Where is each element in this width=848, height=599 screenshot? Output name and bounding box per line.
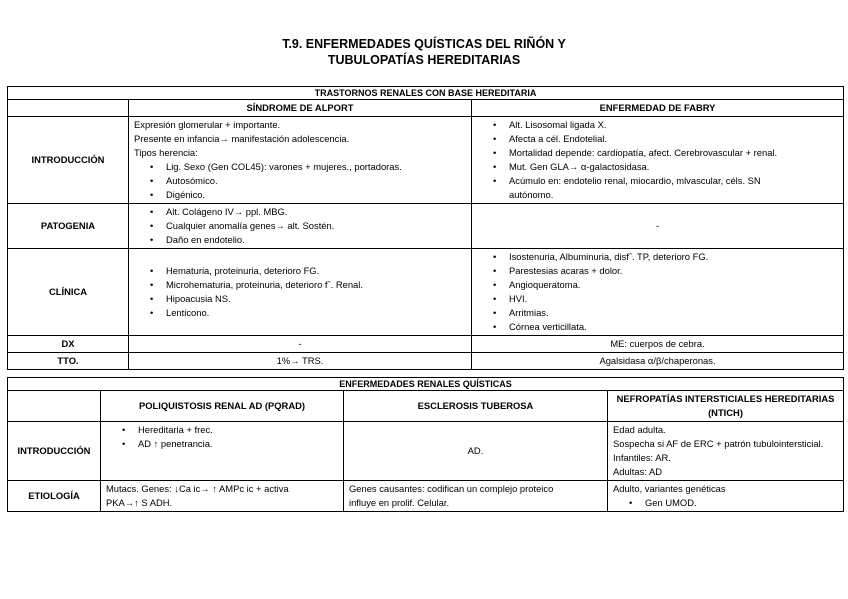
list-item: • Lig. Sexo (Gen COL45): varones + mujeres., portadoras. bbox=[146, 160, 466, 174]
fabry-tto: Agalsidasa α/β/chaperonas. bbox=[472, 353, 844, 370]
title-line-1: T.9. ENFERMEDADES QUÍSTICAS DEL RIÑÓN Y bbox=[282, 37, 566, 51]
text-line: PKA→↑ S ADH. bbox=[106, 497, 173, 508]
row-label-clinica: CLÍNICA bbox=[8, 249, 129, 336]
list-item: • Gen UMOD. bbox=[625, 496, 838, 510]
text-line: Adulto, variantes genéticas bbox=[613, 483, 726, 494]
text-line: Adultas: AD bbox=[613, 466, 662, 477]
alport-clinica bbox=[129, 249, 472, 336]
table2-header-pqrad: POLIQUISTOSIS RENAL AD (PQRAD) bbox=[101, 391, 344, 422]
row-label-tto: TTO. bbox=[8, 353, 129, 370]
table2-corner bbox=[8, 391, 101, 422]
list-item: • Acúmulo en: endotelio renal, miocardio, mlvascular, céls. SN bbox=[489, 174, 838, 188]
alport-patogenia bbox=[129, 204, 472, 249]
pqrad-introduccion bbox=[101, 422, 344, 481]
row-label-introduccion: INTRODUCCIÓN bbox=[8, 117, 129, 204]
pqrad-etiologia bbox=[101, 481, 344, 512]
text-line: Genes causantes: codifican un complejo proteico bbox=[349, 483, 554, 494]
text-line: Sospecha si AF de ERC + patrón tubulointersticial. bbox=[613, 438, 824, 449]
list-item: • Parestesias acaras + dolor. bbox=[489, 264, 838, 278]
esclerosis-etiologia bbox=[344, 481, 608, 512]
header-line: NEFROPATÍAS INTERSTICIALES HEREDITARIAS bbox=[616, 393, 835, 404]
list-item: • Digénico. bbox=[146, 188, 466, 202]
list-item: • Alt. Colágeno IV→ ppl. MBG. bbox=[146, 205, 466, 219]
alport-tto: 1%→ TRS. bbox=[129, 353, 472, 370]
esclerosis-introduccion: AD. bbox=[344, 422, 608, 481]
list-item: • Córnea verticillata. bbox=[489, 320, 838, 334]
list-item: • Mortalidad depende: cardiopatía, afect. Cerebrovascular + renal. bbox=[489, 146, 838, 160]
table2-caption: ENFERMEDADES RENALES QUÍSTICAS bbox=[8, 378, 844, 391]
list-item: • Alt. Lisosomal ligada X. bbox=[489, 118, 838, 132]
table1-header-fabry: ENFERMEDAD DE FABRY bbox=[472, 100, 844, 117]
row-label-introduccion-2: INTRODUCCIÓN bbox=[8, 422, 101, 481]
list-item: • Daño en endotelio. bbox=[146, 233, 466, 247]
table1-caption: TRASTORNOS RENALES CON BASE HEREDITARIA bbox=[8, 87, 844, 100]
table-hereditary-renal bbox=[7, 86, 844, 370]
text-line: Expresión glomerular + importante. bbox=[134, 119, 281, 130]
list-item: • Angioqueratoma. bbox=[489, 278, 838, 292]
fabry-dx: ME: cuerpos de cebra. bbox=[472, 336, 844, 353]
document-title bbox=[0, 36, 848, 68]
table1-header-alport: SÍNDROME DE ALPORT bbox=[129, 100, 472, 117]
text-line: Presente en infancia→ manifestación adolescencia. bbox=[134, 133, 350, 144]
header-line: (NTICH) bbox=[708, 407, 743, 418]
text-line: Infantiles: AR. bbox=[613, 452, 671, 463]
list-item: • Hereditaria + frec. bbox=[118, 423, 338, 437]
alport-introduccion bbox=[129, 117, 472, 204]
row-label-patogenia: PATOGENIA bbox=[8, 204, 129, 249]
table-cystic-renal bbox=[7, 377, 844, 512]
text-line: Mutacs. Genes: ↓Ca ic→ ↑ AMPc ic + activa bbox=[106, 483, 289, 494]
list-item: • Cualquier anomalía genes→ alt. Sostén. bbox=[146, 219, 466, 233]
text-line: Edad adulta. bbox=[613, 424, 666, 435]
text-line: influye en prolif. Celular. bbox=[349, 497, 450, 508]
list-item: • Hipoacusia NS. bbox=[146, 292, 466, 306]
list-item: • Autosómico. bbox=[146, 174, 466, 188]
row-label-dx: DX bbox=[8, 336, 129, 353]
alport-dx: - bbox=[129, 336, 472, 353]
text-line: Tipos herencia: bbox=[134, 147, 198, 158]
fabry-introduccion bbox=[472, 117, 844, 204]
list-item: • AD ↑ penetrancia. bbox=[118, 437, 338, 451]
fabry-clinica bbox=[472, 249, 844, 336]
ntich-introduccion bbox=[608, 422, 844, 481]
list-item: • HVI. bbox=[489, 292, 838, 306]
list-item: • Isostenuria, Albuminuria, disfˆ. TP, deterioro FG. bbox=[489, 250, 838, 264]
title-line-2: TUBULOPATÍAS HEREDITARIAS bbox=[327, 53, 521, 67]
table2-header-ntich bbox=[608, 391, 844, 422]
ntich-etiologia bbox=[608, 481, 844, 512]
row-label-etiologia: ETIOLOGÍA bbox=[8, 481, 101, 512]
text-line: autónomo. bbox=[509, 189, 554, 200]
table2-header-esclerosis: ESCLEROSIS TUBEROSA bbox=[344, 391, 608, 422]
list-item: • Lenticono. bbox=[146, 306, 466, 320]
table1-corner bbox=[8, 100, 129, 117]
list-item: • Hematuria, proteinuria, deterioro FG. bbox=[146, 264, 466, 278]
list-item: • Mut. Gen GLA→ α-galactosidasa. bbox=[489, 160, 838, 174]
list-item: • Arritmias. bbox=[489, 306, 838, 320]
list-item: • Microhematuria, proteinuria, deterioro fˆ. Renal. bbox=[146, 278, 466, 292]
list-item: • Afecta a cél. Endotelial. bbox=[489, 132, 838, 146]
fabry-patogenia: - bbox=[472, 204, 844, 249]
